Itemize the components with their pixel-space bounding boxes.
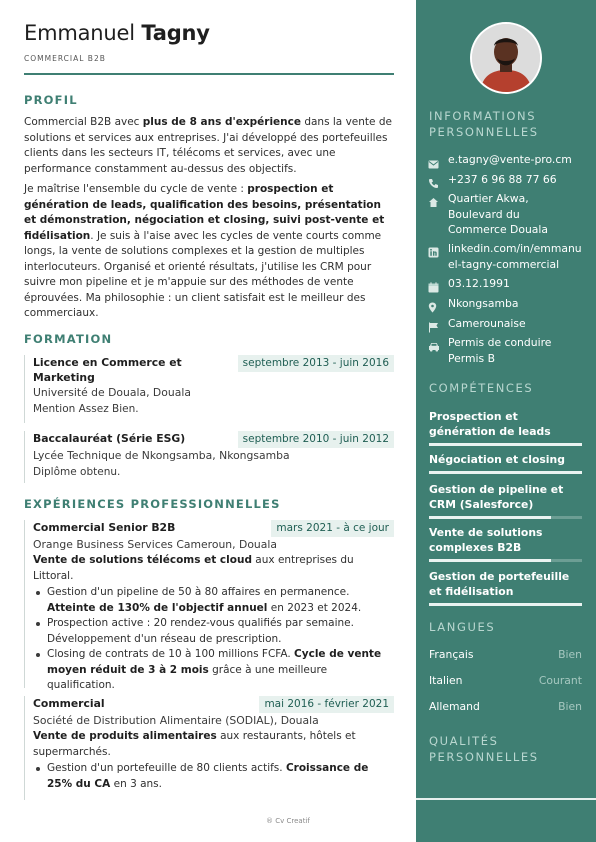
skill-item: Négociation et closing <box>429 452 582 474</box>
job-title: COMMERCIAL B2B <box>24 54 106 63</box>
position-title: Commercial Senior B2B <box>33 521 176 534</box>
qualities-title: QUALITÉS PERSONNELLES <box>429 734 539 764</box>
degree-title: Baccalauréat (Série ESG) <box>33 432 186 445</box>
info-email: e.tagny@vente-pro.cm <box>428 152 588 173</box>
skill-level-bar <box>429 603 582 606</box>
skill-level-bar <box>429 559 582 562</box>
info-license: Permis de conduire Permis B <box>428 335 588 366</box>
education-title: FORMATION <box>24 332 113 346</box>
sidebar-divider <box>416 798 596 800</box>
profile-paragraph-1: Commercial B2B avec plus de 8 ans d'expérience dans la vente de solutions et services aux entreprises. J'ai développé des portefeuilles clients dans les secteurs IT, télécoms et services, avec une performance constamment au-dessus des objectifs. <box>24 116 392 175</box>
school-name: Université de Douala, Douala <box>33 386 191 399</box>
skill-level-bar <box>429 471 582 474</box>
experience-title: EXPÉRIENCES PROFESSIONNELLES <box>24 497 281 511</box>
experience-entry <box>24 520 394 691</box>
list-item: Prospection active : 20 rendez-vous qualifiés par semaine. Développement d'un réseau de prescription. <box>33 616 394 647</box>
company-name: Société de Distribution Alimentaire (SODIAL), Douala <box>33 714 319 727</box>
linkedin-icon <box>428 241 448 272</box>
info-birthplace: Nkongsamba <box>428 296 588 317</box>
flag-icon <box>428 316 448 337</box>
company-name: Orange Business Services Cameroun, Douala <box>33 538 277 551</box>
header-rule <box>24 73 394 75</box>
info-address: Quartier Akwa, Boulevard du Commerce Douala <box>428 191 588 238</box>
list-item: Closing de contrats de 10 à 100 millions FCFA. Cycle de vente moyen réduit de 3 à 2 mois grâce à une meilleure qualification. <box>33 647 394 694</box>
achievement-list <box>33 761 394 792</box>
profile-title: PROFIL <box>24 93 78 107</box>
home-icon <box>428 191 448 238</box>
school-name: Lycée Technique de Nkongsamba, Nkongsamba <box>33 449 290 462</box>
achievement-list <box>33 585 394 694</box>
skill-level-bar <box>429 516 582 519</box>
list-item: Gestion d'un portefeuille de 80 clients actifs. Croissance de 25% du CA en 3 ans. <box>33 761 394 792</box>
skill-item: Vente de solutions complexes B2B <box>429 525 582 562</box>
experience-entry <box>24 696 394 800</box>
skill-item: Gestion de pipeline et CRM (Salesforce) <box>429 482 582 519</box>
skill-item: Gestion de portefeuille et fidélisation <box>429 569 582 606</box>
education-entry <box>24 431 394 483</box>
location-pin-icon <box>428 296 448 317</box>
language-item: Allemand Bien <box>429 700 582 713</box>
info-phone: +237 6 96 88 77 66 <box>428 172 588 193</box>
first-name: Emmanuel <box>24 21 135 45</box>
candidate-name <box>24 21 210 45</box>
date-badge: mars 2021 - à ce jour <box>271 520 394 537</box>
skills-title: COMPÉTENCES <box>429 381 534 395</box>
language-item: Italien Courant <box>429 674 582 687</box>
calendar-icon <box>428 276 448 297</box>
avatar <box>472 24 540 92</box>
skill-level-bar <box>429 443 582 446</box>
footer-credit: ® Cv Creatif <box>266 817 310 825</box>
language-item: Français Bien <box>429 648 582 661</box>
job-description: Vente de solutions télécoms et cloud aux entreprises du Littoral. <box>33 554 354 582</box>
profile-photo <box>470 22 542 94</box>
info-linkedin: linkedin.com/in/emmanuel-tagny-commercial <box>428 241 588 272</box>
list-item: Gestion d'un pipeline de 50 à 80 affaires en permanence. Atteinte de 130% de l'objectif annuel en 2023 et 2024. <box>33 585 394 616</box>
skill-item: Prospection et génération de leads <box>429 409 582 446</box>
phone-icon <box>428 172 448 193</box>
date-badge: septembre 2013 - juin 2016 <box>238 355 394 372</box>
degree-note: Mention Assez Bien. <box>33 403 139 415</box>
info-nationality: Camerounaise <box>428 316 588 337</box>
languages-title: LANGUES <box>429 620 496 634</box>
personal-info-title: INFORMATIONS PERSONNELLES <box>429 109 539 139</box>
date-badge: mai 2016 - février 2021 <box>259 696 394 713</box>
education-entry <box>24 355 394 423</box>
job-description: Vente de produits alimentaires aux restaurants, hôtels et supermarchés. <box>33 730 356 758</box>
position-title: Commercial <box>33 697 105 710</box>
date-badge: septembre 2010 - juin 2012 <box>238 431 394 448</box>
car-icon <box>428 335 448 366</box>
profile-paragraph-2: Je maîtrise l'ensemble du cycle de vente : prospection et génération de leads, qualification des besoins, présentation et démonstration, négociation et closing, suivi post-vente et fidélisation. Je suis à l'aise avec les cycles de vente courts comme longs, la vente de solutions complexes et la gestion de multiples interlocuteurs. Organisé et orienté résultats, j'utilise les CRM pour suivre mon pipeline et je m'appuie sur des méthodes de vente éprouvées. Ma philosophie : un client satisfait est le meilleur des commerciaux. <box>24 183 385 319</box>
last-name: Tagny <box>141 21 210 45</box>
info-birthdate: 03.12.1991 <box>428 276 588 297</box>
degree-note: Diplôme obtenu. <box>33 466 121 478</box>
degree-title: Licence en Commerce et Marketing <box>33 356 182 384</box>
mail-icon <box>428 152 448 173</box>
